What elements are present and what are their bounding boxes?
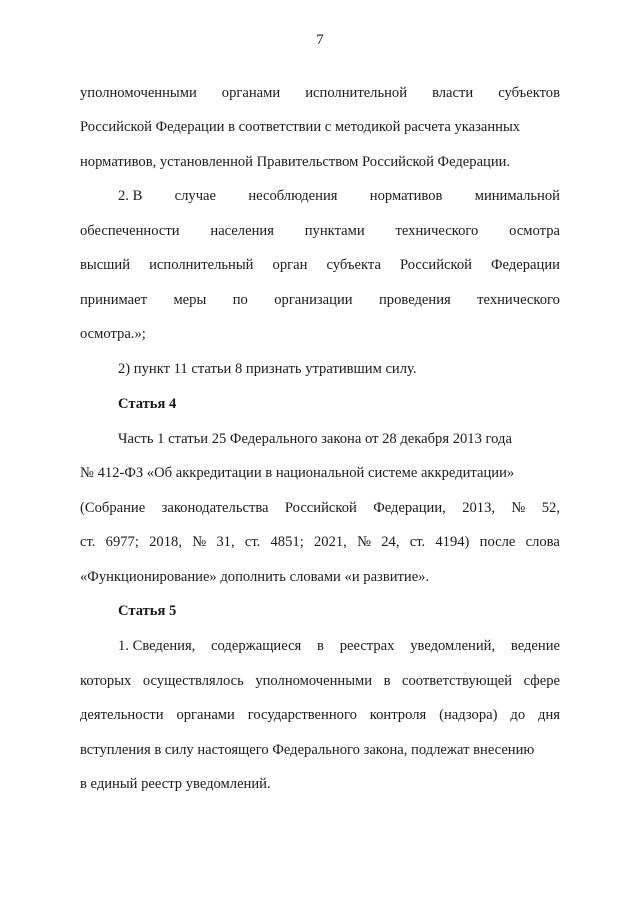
- line-text: Часть 1 статьи 25 Федерального закона от 28 декабря 2013 года: [118, 431, 512, 447]
- text-line: [80, 741, 560, 759]
- text-line: [80, 464, 560, 482]
- text-line: осмотра.»;: [80, 326, 146, 342]
- word: исполнительный: [149, 257, 254, 273]
- word: Российской: [400, 257, 472, 273]
- line-text: Российской Федерации в соответствии с методикой расчета указанных: [80, 119, 521, 135]
- word: случае: [174, 188, 216, 204]
- word: 52,: [541, 500, 560, 516]
- text-line: [80, 499, 560, 517]
- text-line: нормативов, установленной Правительством Российской Федерации.: [80, 154, 511, 170]
- word: сфере: [523, 673, 560, 689]
- text-line: [80, 222, 560, 240]
- text-line: [80, 84, 560, 102]
- word: 4851;: [270, 534, 304, 550]
- word: уполномоченными: [80, 85, 197, 101]
- word: меры: [173, 292, 207, 308]
- word: 2021,: [313, 534, 347, 550]
- word: 4194): [435, 534, 470, 550]
- word: 2. В: [118, 188, 143, 204]
- word: Федерации,: [373, 500, 446, 516]
- word: пунктами: [304, 223, 365, 239]
- word: Федерации: [491, 257, 560, 273]
- word: организации: [274, 292, 353, 308]
- word: ст.: [244, 534, 261, 550]
- word: контроля: [369, 707, 427, 723]
- word: дня: [538, 707, 560, 723]
- word: 2013,: [462, 500, 496, 516]
- word: ст.: [409, 534, 426, 550]
- paragraph-first-line: [118, 637, 560, 655]
- word: осмотра: [509, 223, 560, 239]
- word: 31,: [216, 534, 235, 550]
- word: деятельности: [80, 707, 164, 723]
- text-line: [80, 672, 560, 690]
- text-line: [80, 256, 560, 274]
- word: реестрах: [339, 638, 395, 654]
- word: после: [479, 534, 516, 550]
- word: власти: [432, 85, 474, 101]
- word: 2018,: [149, 534, 182, 550]
- line-text: вступления в силу настоящего Федерального закона, подлежат внесению: [80, 742, 535, 758]
- word: уведомлений,: [410, 638, 496, 654]
- word: законодательства: [161, 500, 269, 516]
- text-line: [80, 118, 560, 136]
- word: проведения: [379, 292, 451, 308]
- word: осуществлялось: [142, 673, 244, 689]
- word: 6977;: [105, 534, 139, 550]
- word: технического: [477, 292, 560, 308]
- text-line: [80, 533, 560, 551]
- word: несоблюдения: [248, 188, 338, 204]
- word: соответствующей: [402, 673, 513, 689]
- word: субъектов: [498, 85, 560, 101]
- word: №: [511, 500, 526, 516]
- word: по: [232, 292, 248, 308]
- word: которых: [80, 673, 132, 689]
- word: содержащиеся: [211, 638, 302, 654]
- word: обеспеченности: [80, 223, 180, 239]
- article-4-heading: Статья 4: [118, 396, 177, 412]
- word: ст.: [80, 534, 96, 550]
- word: уполномоченными: [255, 673, 373, 689]
- word: минимальной: [474, 188, 560, 204]
- article-5-heading: Статья 5: [118, 603, 177, 619]
- word: населения: [210, 223, 274, 239]
- word: №: [192, 534, 207, 550]
- word: исполнительной: [305, 85, 408, 101]
- word: орган: [272, 257, 308, 273]
- text-line: «Функционирование» дополнить словами «и развитие».: [80, 569, 430, 585]
- word: (Собрание: [80, 500, 146, 516]
- paragraph-first-line: [118, 430, 560, 448]
- word: нормативов: [369, 188, 443, 204]
- word: в: [383, 673, 391, 689]
- word: до: [510, 707, 526, 723]
- word: 1. Сведения,: [118, 638, 196, 654]
- word: органами: [221, 85, 281, 101]
- page-number: 7: [316, 32, 324, 48]
- paragraph-first-line: [118, 187, 560, 205]
- text-line: [80, 291, 560, 309]
- word: высший: [80, 257, 131, 273]
- word: 24,: [381, 534, 400, 550]
- word: технического: [395, 223, 479, 239]
- word: Российской: [284, 500, 357, 516]
- text-line: 2) пункт 11 статьи 8 признать утратившим силу.: [118, 361, 417, 377]
- word: в: [317, 638, 324, 654]
- line-text: № 412-ФЗ «Об аккредитации в национальной системе аккредитации»: [80, 465, 515, 481]
- word: субъекта: [326, 257, 381, 273]
- word: органами: [176, 707, 235, 723]
- word: (надзора): [439, 707, 498, 723]
- text-line: [80, 706, 560, 724]
- word: принимает: [80, 292, 148, 308]
- word: государственного: [247, 707, 357, 723]
- word: №: [357, 534, 371, 550]
- word: слова: [525, 534, 560, 550]
- word: ведение: [510, 638, 560, 654]
- text-line: в единый реестр уведомлений.: [80, 776, 271, 792]
